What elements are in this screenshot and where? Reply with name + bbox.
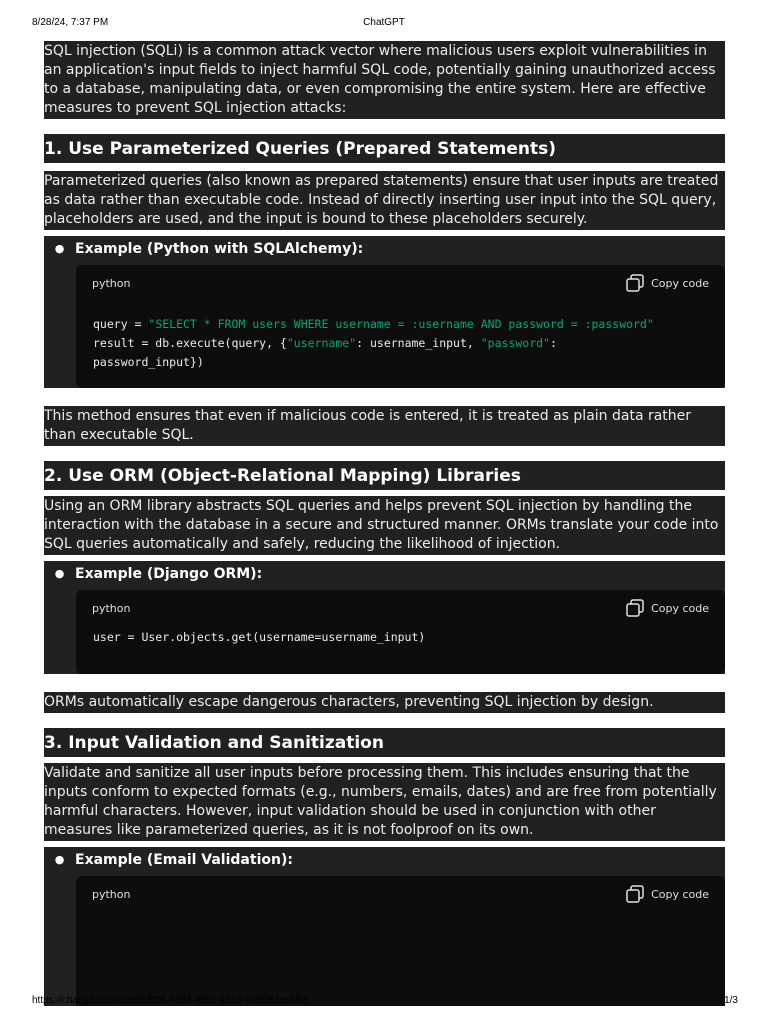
- section-heading: 1. Use Parameterized Queries (Prepared Statements): [44, 134, 725, 163]
- section-paragraph: Validate and sanitize all user inputs before processing them. This includes ensuring that the inputs conform to expected formats (e.g., numbers, emails, dates) and are free from potentially harmful characters. However, input validation should be used in conjunction with other measures like parameterized queries, as it is not foolproof on its own.: [44, 763, 725, 841]
- copy-code-button[interactable]: [625, 598, 709, 618]
- print-header: [0, 17, 768, 31]
- spacer: [44, 163, 725, 171]
- copy-code-button[interactable]: [625, 884, 709, 904]
- spacer: [44, 388, 725, 406]
- spacer: [44, 713, 725, 728]
- code-token: : password_input}): [93, 336, 557, 369]
- example-bullet-row: [44, 563, 725, 584]
- example-label: Example (Python with SQLAlchemy):: [75, 240, 364, 257]
- example-list-item: [44, 236, 725, 388]
- copy-code-label: Copy code: [651, 276, 709, 290]
- print-url: https://chatgpt.com/c/eaf18f36-7eb4-499c-a816-0a9982aafdb1: [32, 995, 310, 1006]
- code-content: [76, 912, 725, 940]
- section-heading: 3. Input Validation and Sanitization: [44, 728, 725, 757]
- code-language: python: [92, 887, 131, 901]
- example-list-item: [44, 847, 725, 1006]
- example-bullet-row: [44, 849, 725, 870]
- print-footer: [0, 995, 768, 1009]
- section-heading: 2. Use ORM (Object-Relational Mapping) Libraries: [44, 461, 725, 490]
- code-language: python: [92, 276, 131, 290]
- bullet-icon: ●: [54, 567, 65, 580]
- spacer: [44, 446, 725, 461]
- code-token: query =: [93, 317, 149, 331]
- code-token: : username_input,: [356, 336, 481, 350]
- example-label: Example (Django ORM):: [75, 565, 263, 582]
- code-header: [76, 876, 725, 912]
- copy-icon: [625, 598, 645, 618]
- code-string-token: "password": [480, 336, 550, 350]
- code-block: [76, 590, 725, 674]
- bullet-icon: ●: [54, 853, 65, 866]
- print-page-number: 1/3: [724, 995, 738, 1006]
- code-string-token: "SELECT * FROM users WHERE username = :username AND password = :password": [148, 317, 654, 331]
- print-title: ChatGPT: [363, 17, 405, 28]
- example-list-item: [44, 561, 725, 674]
- code-block: [76, 876, 725, 1006]
- code-content: [76, 626, 725, 661]
- section-paragraph: Using an ORM library abstracts SQL queries and helps prevent SQL injection by handling the interaction with the database in a secure and structured manner. ORMs translate your code into SQL queries automatically and safely, reducing the likelihood of injection.: [44, 496, 725, 555]
- conversation-content: [44, 41, 725, 1006]
- section-paragraph: This method ensures that even if malicious code is entered, it is treated as plain data rather than executable SQL.: [44, 406, 725, 446]
- print-datetime: 8/28/24, 7:37 PM: [32, 17, 109, 28]
- example-bullet-row: [44, 238, 725, 259]
- copy-icon: [625, 273, 645, 293]
- section-paragraph: Parameterized queries (also known as prepared statements) ensure that user inputs are treated as data rather than executable code. Instead of directly inserting user input into the SQL query, placeholders are used, and the input is bound to these placeholders securely.: [44, 171, 725, 230]
- code-header: [76, 265, 725, 301]
- code-token: result = db.execute(query, {: [93, 336, 287, 350]
- copy-code-label: Copy code: [651, 887, 709, 901]
- code-string-token: "username": [286, 336, 357, 350]
- intro-paragraph: SQL injection (SQLi) is a common attack vector where malicious users exploit vulnerabilities in an application's input fields to inject harmful SQL code, potentially gaining unauthorized access to a database, manipulating data, or even compromising the entire system. Here are effective measures to prevent SQL injection attacks:: [44, 41, 725, 119]
- code-token: user = User.objects.get(username=username_input): [93, 630, 426, 644]
- code-content: [76, 301, 725, 386]
- code-block: [76, 265, 725, 388]
- code-header: [76, 590, 725, 626]
- copy-icon: [625, 884, 645, 904]
- section-paragraph: ORMs automatically escape dangerous characters, preventing SQL injection by design.: [44, 692, 725, 713]
- copy-code-button[interactable]: [625, 273, 709, 293]
- spacer: [44, 674, 725, 692]
- spacer: [44, 119, 725, 134]
- copy-code-label: Copy code: [651, 601, 709, 615]
- code-language: python: [92, 601, 131, 615]
- bullet-icon: ●: [54, 242, 65, 255]
- example-label: Example (Email Validation):: [75, 851, 293, 868]
